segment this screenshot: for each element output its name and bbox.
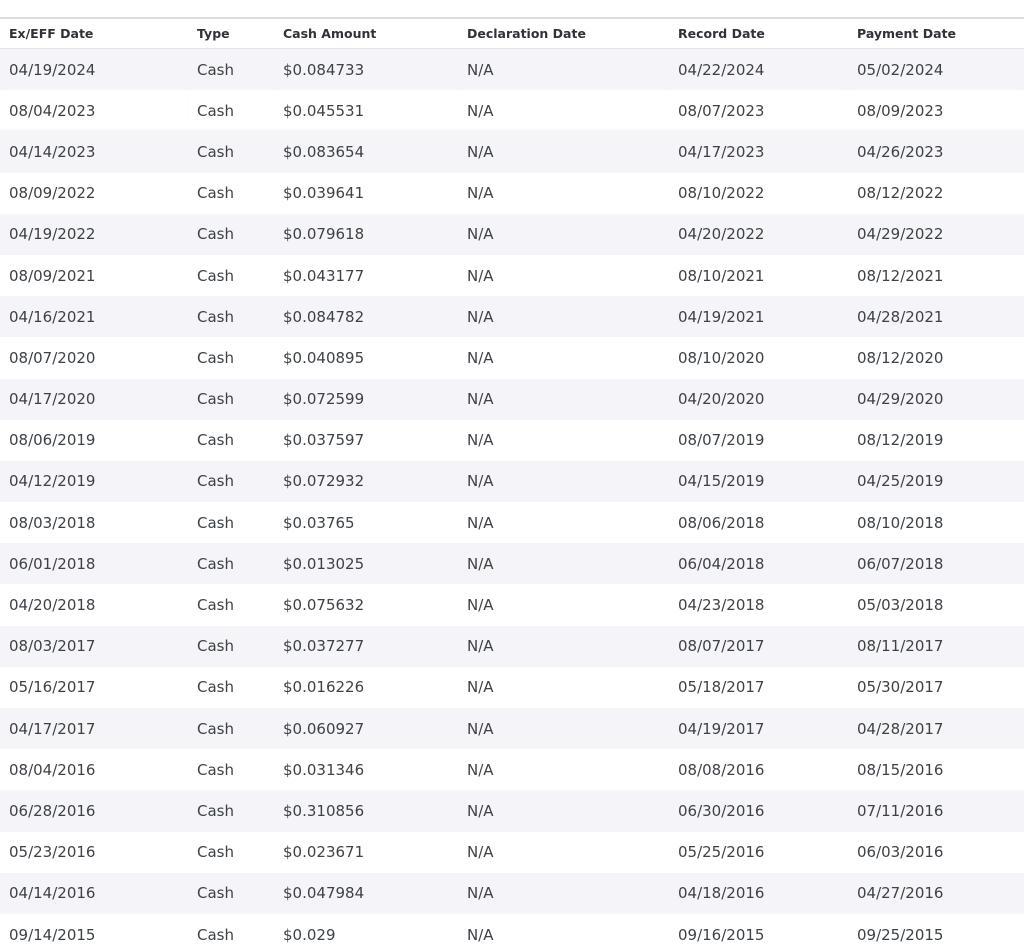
cash-amount-cell: $0.029 bbox=[274, 914, 458, 952]
cash-amount-cell: $0.023671 bbox=[274, 832, 458, 873]
dividend-table bbox=[0, 19, 1024, 952]
declaration-date-cell: N/A bbox=[458, 873, 669, 914]
record-date-cell: 08/10/2022 bbox=[669, 173, 848, 214]
type-cell: Cash bbox=[188, 296, 274, 337]
ex-eff-date-cell: 08/04/2016 bbox=[0, 749, 188, 790]
payment-date-cell: 08/09/2023 bbox=[848, 90, 1024, 131]
payment-date-cell: 08/10/2018 bbox=[848, 502, 1024, 543]
type-cell: Cash bbox=[188, 461, 274, 502]
cash-amount-cell: $0.03765 bbox=[274, 502, 458, 543]
payment-date-cell: 04/25/2019 bbox=[848, 461, 1024, 502]
cash-amount-cell: $0.310856 bbox=[274, 790, 458, 831]
table-row bbox=[0, 502, 1024, 543]
payment-date-cell: 04/27/2016 bbox=[848, 873, 1024, 914]
declaration-date-cell: N/A bbox=[458, 296, 669, 337]
record-date-cell: 08/07/2023 bbox=[669, 90, 848, 131]
declaration-date-cell: N/A bbox=[458, 214, 669, 255]
cash-amount-cell: $0.084782 bbox=[274, 296, 458, 337]
cash-amount-cell: $0.060927 bbox=[274, 708, 458, 749]
table-row bbox=[0, 173, 1024, 214]
table-row bbox=[0, 584, 1024, 625]
cash-amount-cell: $0.072932 bbox=[274, 461, 458, 502]
payment-date-cell: 07/11/2016 bbox=[848, 790, 1024, 831]
cash-amount-cell: $0.072599 bbox=[274, 379, 458, 420]
ex-eff-date-cell: 04/14/2016 bbox=[0, 873, 188, 914]
record-date-cell: 04/23/2018 bbox=[669, 584, 848, 625]
table-row bbox=[0, 832, 1024, 873]
cash-amount-cell: $0.047984 bbox=[274, 873, 458, 914]
type-cell: Cash bbox=[188, 90, 274, 131]
table-row bbox=[0, 914, 1024, 952]
payment-date-cell: 08/11/2017 bbox=[848, 626, 1024, 667]
payment-date-cell: 05/02/2024 bbox=[848, 49, 1024, 91]
table-row bbox=[0, 667, 1024, 708]
record-date-cell: 08/07/2019 bbox=[669, 420, 848, 461]
ex-eff-date-cell: 08/09/2022 bbox=[0, 173, 188, 214]
type-cell: Cash bbox=[188, 708, 274, 749]
table-row bbox=[0, 296, 1024, 337]
table-row bbox=[0, 790, 1024, 831]
record-date-cell: 08/10/2021 bbox=[669, 255, 848, 296]
record-date-cell: 04/20/2020 bbox=[669, 379, 848, 420]
type-cell: Cash bbox=[188, 502, 274, 543]
type-cell: Cash bbox=[188, 49, 274, 91]
cash-amount-cell: $0.016226 bbox=[274, 667, 458, 708]
column-header-payment-date[interactable]: Payment Date bbox=[848, 19, 1024, 49]
payment-date-cell: 08/12/2020 bbox=[848, 337, 1024, 378]
declaration-date-cell: N/A bbox=[458, 337, 669, 378]
ex-eff-date-cell: 08/09/2021 bbox=[0, 255, 188, 296]
record-date-cell: 04/18/2016 bbox=[669, 873, 848, 914]
declaration-date-cell: N/A bbox=[458, 914, 669, 952]
record-date-cell: 04/17/2023 bbox=[669, 131, 848, 172]
column-header-ex-eff-date[interactable]: Ex/EFF Date bbox=[0, 19, 188, 49]
column-header-cash-amount[interactable]: Cash Amount bbox=[274, 19, 458, 49]
type-cell: Cash bbox=[188, 790, 274, 831]
payment-date-cell: 04/28/2017 bbox=[848, 708, 1024, 749]
table-row bbox=[0, 749, 1024, 790]
type-cell: Cash bbox=[188, 420, 274, 461]
declaration-date-cell: N/A bbox=[458, 749, 669, 790]
table-row bbox=[0, 337, 1024, 378]
ex-eff-date-cell: 04/12/2019 bbox=[0, 461, 188, 502]
table-body bbox=[0, 49, 1024, 952]
declaration-date-cell: N/A bbox=[458, 584, 669, 625]
ex-eff-date-cell: 04/17/2020 bbox=[0, 379, 188, 420]
ex-eff-date-cell: 04/17/2017 bbox=[0, 708, 188, 749]
cash-amount-cell: $0.079618 bbox=[274, 214, 458, 255]
ex-eff-date-cell: 09/14/2015 bbox=[0, 914, 188, 952]
type-cell: Cash bbox=[188, 131, 274, 172]
table-row bbox=[0, 379, 1024, 420]
type-cell: Cash bbox=[188, 543, 274, 584]
cash-amount-cell: $0.045531 bbox=[274, 90, 458, 131]
declaration-date-cell: N/A bbox=[458, 461, 669, 502]
cash-amount-cell: $0.083654 bbox=[274, 131, 458, 172]
table-row bbox=[0, 420, 1024, 461]
declaration-date-cell: N/A bbox=[458, 626, 669, 667]
table-row bbox=[0, 90, 1024, 131]
table-row bbox=[0, 131, 1024, 172]
record-date-cell: 05/25/2016 bbox=[669, 832, 848, 873]
type-cell: Cash bbox=[188, 584, 274, 625]
cash-amount-cell: $0.037597 bbox=[274, 420, 458, 461]
declaration-date-cell: N/A bbox=[458, 832, 669, 873]
declaration-date-cell: N/A bbox=[458, 379, 669, 420]
record-date-cell: 05/18/2017 bbox=[669, 667, 848, 708]
ex-eff-date-cell: 08/07/2020 bbox=[0, 337, 188, 378]
type-cell: Cash bbox=[188, 749, 274, 790]
declaration-date-cell: N/A bbox=[458, 543, 669, 584]
declaration-date-cell: N/A bbox=[458, 90, 669, 131]
declaration-date-cell: N/A bbox=[458, 667, 669, 708]
type-cell: Cash bbox=[188, 832, 274, 873]
record-date-cell: 08/06/2018 bbox=[669, 502, 848, 543]
record-date-cell: 04/20/2022 bbox=[669, 214, 848, 255]
record-date-cell: 08/07/2017 bbox=[669, 626, 848, 667]
type-cell: Cash bbox=[188, 626, 274, 667]
cash-amount-cell: $0.075632 bbox=[274, 584, 458, 625]
record-date-cell: 06/30/2016 bbox=[669, 790, 848, 831]
record-date-cell: 08/10/2020 bbox=[669, 337, 848, 378]
payment-date-cell: 04/29/2020 bbox=[848, 379, 1024, 420]
payment-date-cell: 04/26/2023 bbox=[848, 131, 1024, 172]
cash-amount-cell: $0.040895 bbox=[274, 337, 458, 378]
ex-eff-date-cell: 04/14/2023 bbox=[0, 131, 188, 172]
payment-date-cell: 06/07/2018 bbox=[848, 543, 1024, 584]
table-row bbox=[0, 214, 1024, 255]
cash-amount-cell: $0.084733 bbox=[274, 49, 458, 91]
column-header-record-date[interactable]: Record Date bbox=[669, 19, 848, 49]
table-header bbox=[0, 19, 1024, 49]
payment-date-cell: 04/29/2022 bbox=[848, 214, 1024, 255]
payment-date-cell: 06/03/2016 bbox=[848, 832, 1024, 873]
declaration-date-cell: N/A bbox=[458, 790, 669, 831]
declaration-date-cell: N/A bbox=[458, 131, 669, 172]
payment-date-cell: 09/25/2015 bbox=[848, 914, 1024, 952]
cash-amount-cell: $0.031346 bbox=[274, 749, 458, 790]
cash-amount-cell: $0.039641 bbox=[274, 173, 458, 214]
header-row bbox=[0, 19, 1024, 49]
payment-date-cell: 08/12/2022 bbox=[848, 173, 1024, 214]
payment-date-cell: 08/12/2019 bbox=[848, 420, 1024, 461]
record-date-cell: 06/04/2018 bbox=[669, 543, 848, 584]
type-cell: Cash bbox=[188, 173, 274, 214]
cash-amount-cell: $0.043177 bbox=[274, 255, 458, 296]
table-row bbox=[0, 49, 1024, 91]
cash-amount-cell: $0.037277 bbox=[274, 626, 458, 667]
payment-date-cell: 04/28/2021 bbox=[848, 296, 1024, 337]
payment-date-cell: 05/03/2018 bbox=[848, 584, 1024, 625]
ex-eff-date-cell: 04/16/2021 bbox=[0, 296, 188, 337]
ex-eff-date-cell: 08/06/2019 bbox=[0, 420, 188, 461]
type-cell: Cash bbox=[188, 873, 274, 914]
ex-eff-date-cell: 04/19/2024 bbox=[0, 49, 188, 91]
record-date-cell: 04/19/2021 bbox=[669, 296, 848, 337]
table-row bbox=[0, 626, 1024, 667]
declaration-date-cell: N/A bbox=[458, 49, 669, 91]
ex-eff-date-cell: 08/03/2017 bbox=[0, 626, 188, 667]
ex-eff-date-cell: 06/28/2016 bbox=[0, 790, 188, 831]
type-cell: Cash bbox=[188, 214, 274, 255]
declaration-date-cell: N/A bbox=[458, 502, 669, 543]
record-date-cell: 04/22/2024 bbox=[669, 49, 848, 91]
record-date-cell: 04/15/2019 bbox=[669, 461, 848, 502]
type-cell: Cash bbox=[188, 379, 274, 420]
column-header-declaration-date[interactable]: Declaration Date bbox=[458, 19, 669, 49]
payment-date-cell: 05/30/2017 bbox=[848, 667, 1024, 708]
declaration-date-cell: N/A bbox=[458, 420, 669, 461]
table-row bbox=[0, 255, 1024, 296]
table-row bbox=[0, 708, 1024, 749]
ex-eff-date-cell: 06/01/2018 bbox=[0, 543, 188, 584]
cash-amount-cell: $0.013025 bbox=[274, 543, 458, 584]
ex-eff-date-cell: 04/19/2022 bbox=[0, 214, 188, 255]
type-cell: Cash bbox=[188, 667, 274, 708]
record-date-cell: 09/16/2015 bbox=[669, 914, 848, 952]
ex-eff-date-cell: 08/03/2018 bbox=[0, 502, 188, 543]
declaration-date-cell: N/A bbox=[458, 708, 669, 749]
ex-eff-date-cell: 04/20/2018 bbox=[0, 584, 188, 625]
table-row bbox=[0, 543, 1024, 584]
declaration-date-cell: N/A bbox=[458, 173, 669, 214]
type-cell: Cash bbox=[188, 337, 274, 378]
ex-eff-date-cell: 05/23/2016 bbox=[0, 832, 188, 873]
table-row bbox=[0, 461, 1024, 502]
payment-date-cell: 08/15/2016 bbox=[848, 749, 1024, 790]
record-date-cell: 08/08/2016 bbox=[669, 749, 848, 790]
record-date-cell: 04/19/2017 bbox=[669, 708, 848, 749]
ex-eff-date-cell: 05/16/2017 bbox=[0, 667, 188, 708]
payment-date-cell: 08/12/2021 bbox=[848, 255, 1024, 296]
table-row bbox=[0, 873, 1024, 914]
type-cell: Cash bbox=[188, 255, 274, 296]
ex-eff-date-cell: 08/04/2023 bbox=[0, 90, 188, 131]
declaration-date-cell: N/A bbox=[458, 255, 669, 296]
column-header-type[interactable]: Type bbox=[188, 19, 274, 49]
type-cell: Cash bbox=[188, 914, 274, 952]
